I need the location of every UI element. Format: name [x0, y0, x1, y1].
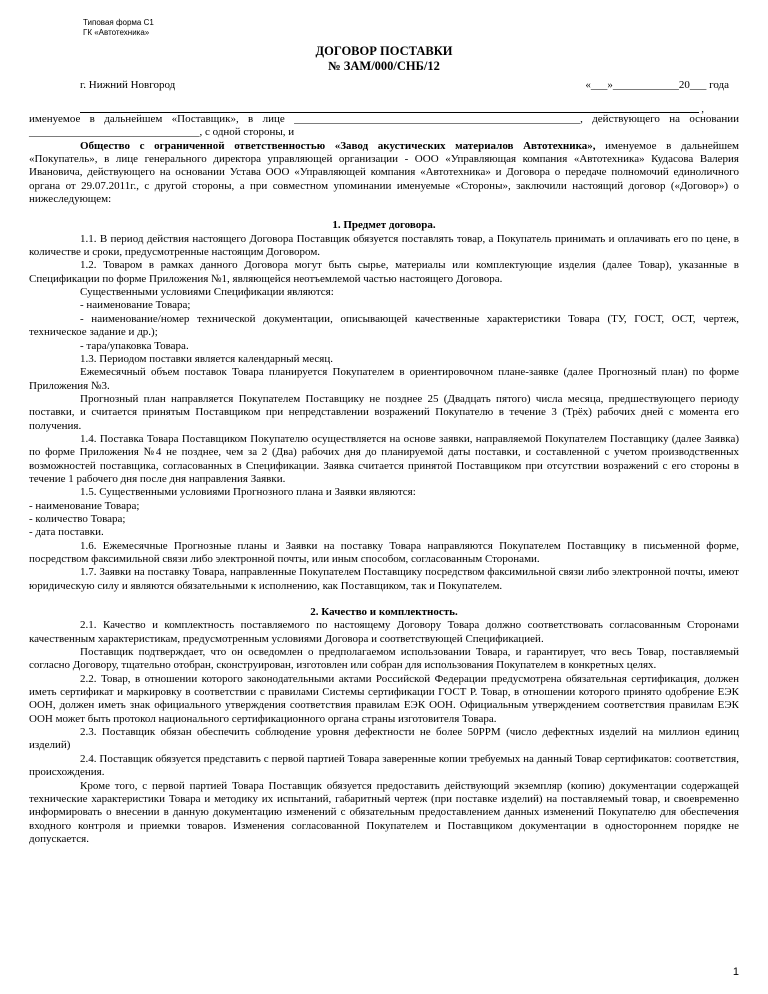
section-1-paragraph: 1.1. В период действия настоящего Договора Поставщик обязуется поставлять товар, а Покупатель принимать и оплачивать его по цене, в количестве и сроки, предусмотренные настоящим Договором. — [29, 232, 739, 259]
section-2-paragraph: 2.1. Качество и комплектность поставляемого по настоящему Договору Товара должно соответствовать согласованным Сторонами качественным характеристикам, предусмотренным условиями Договора и соответствующей Спецификацией. — [29, 619, 739, 645]
section-2-body — [29, 619, 739, 846]
section-1-paragraph: - наименование Товара; — [80, 299, 191, 312]
section-1-paragraph: 1.6. Ежемесячные Прогнозные планы и Заявки на поставку Товара направляются Покупателем Поставщику в письменной форме, посредством факсимильной связи либо электронной почты, или иным способом, согласованным Сторонами. — [29, 539, 739, 565]
section-1-paragraph: 1.4. Поставка Товара Поставщиком Покупателю осуществляется на основе заявки, направляемой Покупателем Поставщику (далее Заявка) по форме Приложения №4 не позднее, чем за 2 (Два) рабочих дня до планируемой даты поставки, и составленной с учетом производственных возможностей поставщика, согласованных в Спецификации. Заявка считается принятой Поставщиком при отсутствии возражений с его стороны в течение 1 рабочего дня после дня направления Заявки. — [29, 432, 739, 485]
section-1-paragraph: - количество Товара; — [29, 512, 126, 525]
city: г. Нижний Новгород — [80, 79, 176, 91]
section-2-paragraph: 2.4. Поставщик обязуется представить с первой партией Товара заверенные копии требуемых на данный Товар сертификатов: соответствия, происхождения. — [29, 752, 739, 779]
section-1-paragraph: - наименование Товара; — [29, 499, 140, 512]
section-2-title: 2. Качество и комплектность. — [310, 606, 458, 619]
form-note-2: ГК «Автотехника» — [83, 28, 150, 37]
contract-date: «___»____________20___ года — [585, 79, 729, 91]
section-2-paragraph: 2.3. Поставщик обязан обеспечить соблюдение уровня дефектности не более 50РРМ (число дефектных изделий на миллион единиц изделий) — [29, 726, 739, 752]
section-2-paragraph: Поставщик подтверждает, что он осведомлен о предполагаемом использовании Товара, и гарантирует, что весь Товар, поставляемый согласно Договору, тщательно отобран, сконструирован, изготовлен или собран для использования Покупателем в конкретных целях. — [29, 646, 739, 672]
document-title: ДОГОВОР ПОСТАВКИ — [315, 44, 453, 58]
section-1-paragraph: 1.7. Заявки на поставку Товара, направленные Покупателем Поставщику посредством факсимильной связи либо электронной почты, имеют юридическую силу и являются обязательными к исполнению, как Поставщиком, так и Покупателем. — [29, 566, 739, 592]
section-1-paragraph: 1.5. Существенными условиями Прогнозного плана и Заявки являются: — [80, 486, 416, 499]
form-note-1: Типовая форма С1 — [83, 18, 154, 27]
section-1-paragraph: - наименование/номер технической документации, описывающей качественные характеристики Товара (ТУ, ГОСТ, ОСТ, чертеж, техническое задание и др.); — [29, 312, 739, 339]
supplier-name-blank — [80, 96, 704, 115]
section-1-paragraph: 1.2. Товаром в рамках данного Договора могут быть сырье, материалы или комплектующие изделия (далее Товар), указанные в Спецификации по форме Приложения №1, являющейся неотъемлемой частью настоящего Договора. — [29, 259, 739, 285]
section-1-paragraph: - дата поставки. — [29, 526, 104, 539]
page-number: 1 — [732, 966, 739, 978]
section-1-paragraph: Существенными условиями Спецификации являются: — [80, 286, 334, 299]
section-1-paragraph: 1.3. Периодом поставки является календарный месяц. — [80, 352, 333, 365]
blank-comma: , — [701, 103, 704, 115]
section-2-paragraph: Кроме того, с первой партией Товара Поставщик обязуется предоставить действующий экземпляр (копию) документации содержащей технические характеристики Товара и методику их испытаний, габаритный чертеж (при поставке изделий) на поставляемый товар, и своевременно информировать о внесении в данную документацию изменений с обязательным предоставлением данных изменений Покупателю для обеспечения входного контроля и приемки товаров. Изменения согласованной Покупателем и Поставщиком документации в одностороннем порядке не допускается. — [29, 779, 739, 845]
intro-section — [29, 113, 739, 206]
document-number: № ЗАМ/000/СНБ/12 — [328, 59, 440, 73]
place-date-line — [80, 78, 729, 92]
section-1-body — [29, 233, 739, 593]
section-1-title: 1. Предмет договора. — [332, 219, 436, 232]
section-2-paragraph: 2.2. Товар, в отношении которого законодательными актами Российской Федерации предусмотрена обязательная сертификация, должен иметь сертификат и маркировку в соответствии с правилами Системы сертификации ГОСТ Р. Товар, в отношении которого принято одобрение ЕЭК ООН, должен иметь знак официального утверждения соответствия правилам ЕЭК ООН. Официальным утверждением соответствия правилам ЕЭК ООН может быть протокол национального сертификационного органа страны изготовителя Товара. — [29, 672, 739, 725]
section-1-paragraph: Прогнозный план направляется Покупателем Поставщику не позднее 25 (Двадцать пятого) числа месяца, предшествующего периоду поставки, и считается принятым Поставщиком при непредставлении возражений Покупателю в течение 3 (Трёх) рабочих дней с момента его получения. — [29, 392, 739, 432]
intro-paragraph: именуемое в дальнейшем «Поставщик», в лице ____________________________________________________, действующего на основании _______________________________, с одной стороны, и — [29, 113, 739, 139]
intro-paragraph: Общество с ограниченной ответственностью «Завод акустических материалов Автотехника», именуемое в дальнейшем «Покупатель», в лице генерального директора управляющей организации - ООО «Управляющая компания «Автотехника» Кудасова Валерия Ивановича, действующего на основании Устава ООО «Управляющей компания «Автотехника» и Договора о передаче полномочий единоличного органа от 29.07.2011г., с другой стороны, а при совместном упоминании именуемые «Стороны», заключили настоящий договор («Договор») о нижеследующем: — [29, 139, 739, 206]
section-1-paragraph: - тара/упаковка Товара. — [80, 339, 189, 352]
section-1-paragraph: Ежемесячный объем поставок Товара планируется Покупателем в ориентировочном плане-заявке (далее Прогнозный план) по форме Приложения №3. — [29, 366, 739, 392]
